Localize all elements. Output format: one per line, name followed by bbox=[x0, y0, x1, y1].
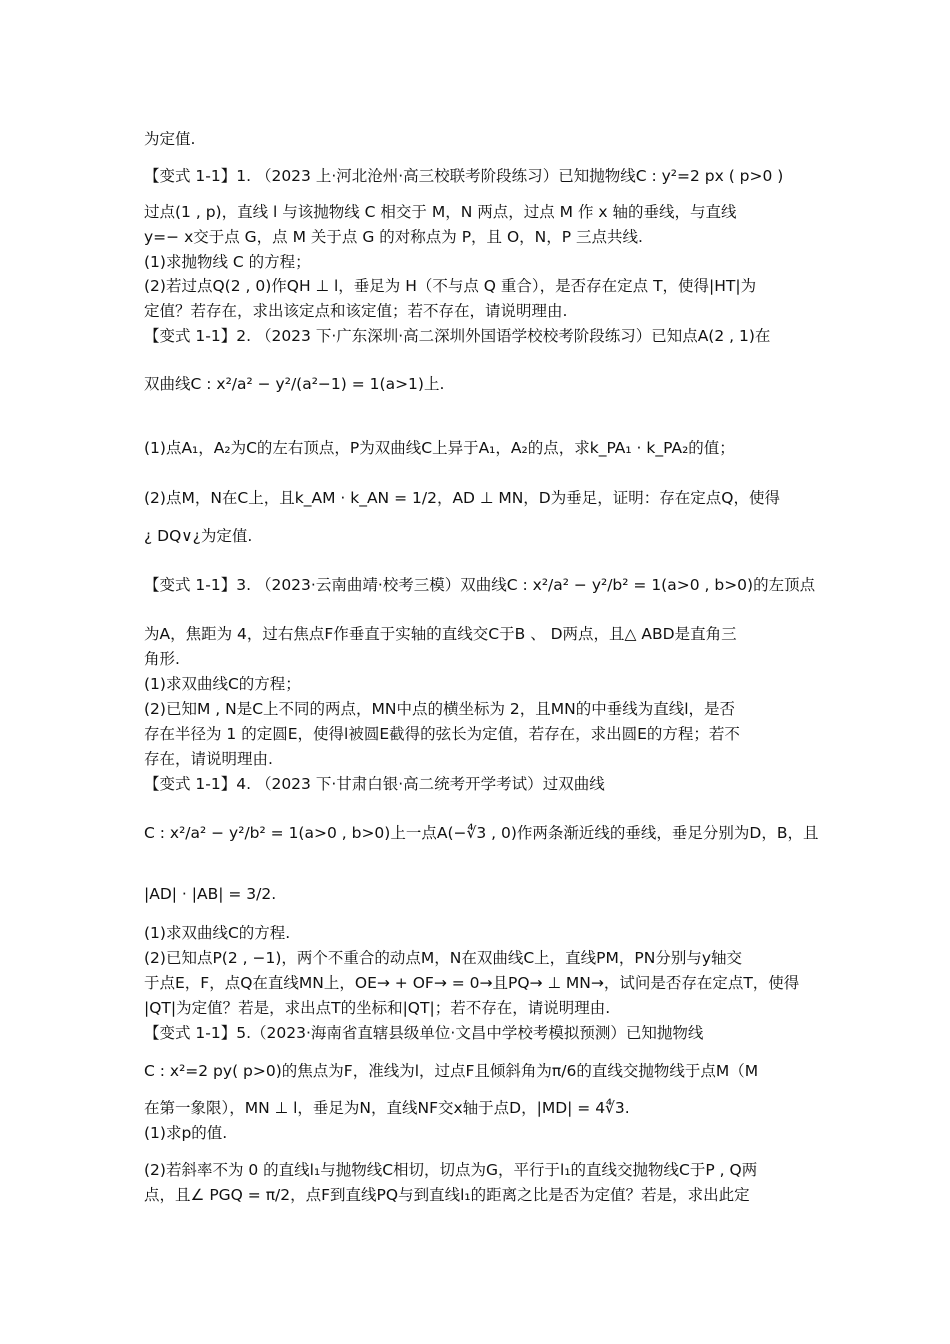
text-line: C : x²=2 py( p>0)的焦点为F，准线为l，过点F且倾斜角为π/6的直线交抛物线于点M（M bbox=[144, 1062, 759, 1080]
text-line: 【变式 1-1】5.（2023·海南省直辖县级单位·文昌中学校考模拟预测）已知抛物线 bbox=[144, 1024, 704, 1042]
text-line: (2)若斜率不为 0 的直线l₁与抛物线C相切，切点为G，平行于l₁的直线交抛物线C于P , Q两 bbox=[144, 1161, 758, 1179]
text-line: ¿ DQ∨¿为定值. bbox=[144, 527, 253, 545]
text-line: C : x²/a² − y²/b² = 1(a>0 , b>0)上一点A(−∜3 , 0)作两条渐近线的垂线，垂足分别为D，B，且 bbox=[144, 824, 819, 842]
text-line: 存在半径为 1 的定圆E，使得l被圆E截得的弦长为定值，若存在，求出圆E的方程；若不 bbox=[144, 725, 740, 743]
text-line: 为A，焦距为 4，过右焦点F作垂直于实轴的直线交C于B 、 D两点，且△ ABD是直角三 bbox=[144, 625, 737, 643]
text-line: 存在，请说明理由. bbox=[144, 750, 273, 768]
text-line: 定值？若存在，求出该定点和该定值；若不存在，请说明理由. bbox=[144, 302, 568, 320]
text-line: 【变式 1-1】1. （2023 上·河北沧州·高三校联考阶段练习）已知抛物线C : y²=2 px ( p>0 ) bbox=[144, 167, 784, 185]
text-line: (1)求双曲线C的方程. bbox=[144, 924, 291, 942]
text-line: 于点E，F，点Q在直线MN上，OE→ + OF→ = 0→且PQ→ ⊥ MN→，试问是否存在定点T，使得 bbox=[144, 974, 800, 992]
text-line: 角形. bbox=[144, 650, 180, 668]
text-line: (2)已知点P(2 , −1)，两个不重合的动点M，N在双曲线C上，直线PM，PN分别与y轴交 bbox=[144, 949, 743, 967]
text-line: 【变式 1-1】4. （2023 下·甘肃白银·高二统考开学考试）过双曲线 bbox=[144, 775, 605, 793]
text-line: 在第一象限），MN ⊥ l，垂足为N，直线NF交x轴于点D，|MD| = 4∜3. bbox=[144, 1099, 630, 1117]
text-line: y=− x交于点 G，点 M 关于点 G 的对称点为 P，且 O，N，P 三点共线. bbox=[144, 228, 643, 246]
text-line: 双曲线C : x²/a² − y²/(a²−1) = 1(a>1)上. bbox=[144, 375, 445, 393]
text-line: 为定值. bbox=[144, 130, 196, 148]
text-line: (2)若过点Q(2 , 0)作QH ⊥ l，垂足为 H（不与点 Q 重合），是否存在定点 T，使得|HT|为 bbox=[144, 277, 757, 295]
text-line: (2)点M，N在C上，且k_AM · k_AN = 1/2，AD ⊥ MN，D为垂足，证明：存在定点Q，使得 bbox=[144, 489, 780, 507]
text-line: (1)点A₁，A₂为C的左右顶点，P为双曲线C上异于A₁，A₂的点，求k_PA₁ · k_PA₂的值； bbox=[144, 439, 735, 457]
text-line: |QT|为定值？若是，求出点T的坐标和|QT|；若不存在，请说明理由. bbox=[144, 999, 611, 1017]
text-line: (2)已知M , N是C上不同的两点，MN中点的横坐标为 2，且MN的中垂线为直线l，是否 bbox=[144, 700, 736, 718]
text-line: 【变式 1-1】2. （2023 下·广东深圳·高二深圳外国语学校校考阶段练习）已知点A(2 , 1)在 bbox=[144, 327, 771, 345]
text-line: 点，且∠ PGQ = π/2，点F到直线PQ与到直线l₁的距离之比是否为定值？若是，求出此定 bbox=[144, 1186, 750, 1204]
text-line: (1)求p的值. bbox=[144, 1124, 228, 1142]
text-line: |AD| · |AB| = 3/2. bbox=[144, 885, 277, 903]
text-line: 【变式 1-1】3. （2023·云南曲靖·校考三模）双曲线C : x²/a² − y²/b² = 1(a>0 , b>0)的左顶点 bbox=[144, 576, 816, 594]
text-line: (1)求双曲线C的方程； bbox=[144, 675, 301, 693]
text-line: 过点(1 , p)，直线 l 与该抛物线 C 相交于 M，N 两点，过点 M 作 x 轴的垂线，与直线 bbox=[144, 203, 737, 221]
text-line: (1)求抛物线 C 的方程； bbox=[144, 253, 311, 271]
